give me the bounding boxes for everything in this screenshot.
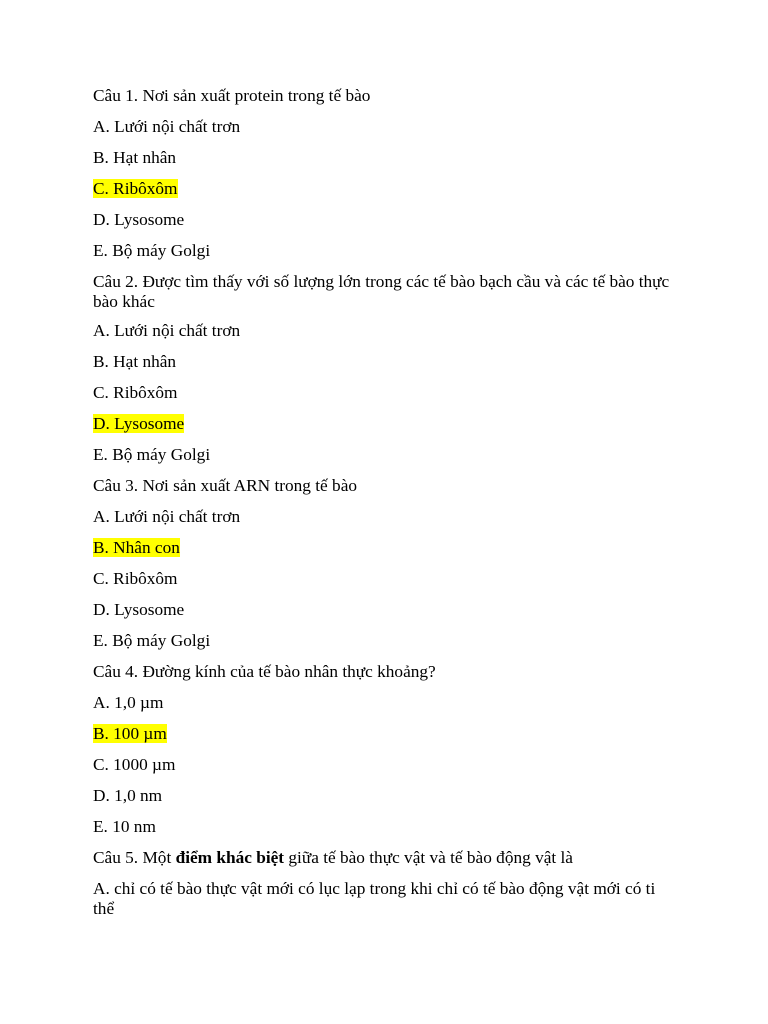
q5-option-a: A. chỉ có tế bào thực vật mới có lục lạp trong khi chỉ có tế bào động vật mới có ti thể: [93, 879, 656, 918]
q3-answer-highlight: B. Nhân con: [93, 538, 180, 557]
question-1: Câu 1. Nơi sản xuất protein trong tế bào: [93, 86, 371, 105]
q1-answer-highlight: C. Ribôxôm: [93, 179, 178, 198]
q2-option-a: A. Lưới nội chất trơn: [93, 321, 241, 340]
q3-option-b: [93, 538, 673, 558]
q2-option-e: E. Bộ máy Golgi: [93, 445, 211, 464]
q4-option-c: C. 1000 µm: [93, 755, 176, 774]
q1-option-d: D. Lysosome: [93, 210, 185, 229]
q4-option-d: D. 1,0 nm: [93, 786, 163, 805]
q3-option-a: A. Lưới nội chất trơn: [93, 507, 241, 526]
q2-option-b: B. Hạt nhân: [93, 352, 177, 371]
q3-option-d: D. Lysosome: [93, 600, 185, 619]
question-2: Câu 2. Được tìm thấy với số lượng lớn trong các tế bào bạch cầu và các tế bào thực bào khác: [93, 272, 670, 311]
q1-option-b: B. Hạt nhân: [93, 148, 177, 167]
q4-answer-highlight: B. 100 µm: [93, 724, 167, 743]
question-4: Câu 4. Đường kính của tế bào nhân thực khoảng?: [93, 662, 436, 681]
q5-question-post: giữa tế bào thực vật và tế bào động vật là: [284, 848, 573, 867]
q4-option-b: [93, 724, 673, 744]
question-5: [93, 848, 673, 868]
q1-option-c: [93, 179, 673, 199]
question-3: Câu 3. Nơi sản xuất ARN trong tế bào: [93, 476, 358, 495]
q2-answer-highlight: D. Lysosome: [93, 414, 185, 433]
q3-option-e: E. Bộ máy Golgi: [93, 631, 211, 650]
q5-question-pre: Câu 5. Một: [93, 848, 176, 867]
q1-option-a: A. Lưới nội chất trơn: [93, 117, 241, 136]
q5-question-bold: điểm khác biệt: [175, 848, 285, 867]
q3-option-c: C. Ribôxôm: [93, 569, 178, 588]
document-page: [93, 86, 673, 930]
q4-option-e: E. 10 nm: [93, 817, 156, 836]
q2-option-c: C. Ribôxôm: [93, 383, 178, 402]
q2-option-d: [93, 414, 673, 434]
q1-option-e: E. Bộ máy Golgi: [93, 241, 211, 260]
q4-option-a: A. 1,0 µm: [93, 693, 164, 712]
